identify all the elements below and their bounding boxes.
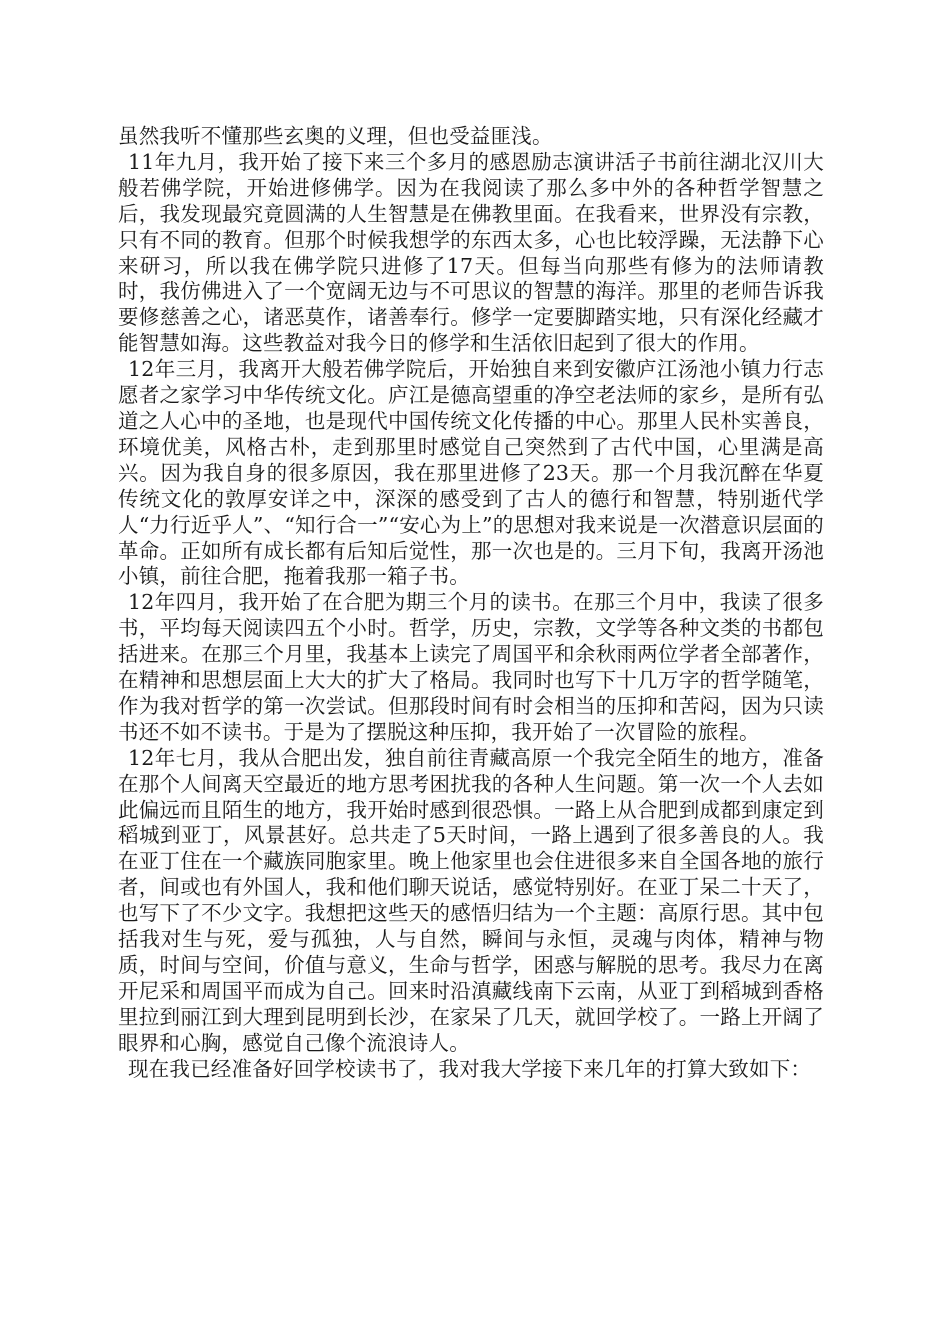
paragraph-5: 12年七月，我从合肥出发，独自前往青藏高原一个我完全陌生的地方，准备在那个人间离天空最近的地方思考困扰我的各种人生问题。第一次一个人去如此偏远而且陌生的地方，我开始时感到很恐惧。一路上从合肥到成都到康定到稻城到亚丁，风景甚好。总共走了5天时间，一路上遇到了很多善良的人。我在亚丁住在一个藏族同胞家里。晚上他家里也会住进很多来自全国各地的旅行者，间或也有外国人，我和他们聊天说话，感觉特别好。在亚丁呆二十天了，也写下了不少文字。我想把这些天的感悟归结为一个主题：高原行思。其中包括我对生与死，爱与孤独，人与自然，瞬间与永恒，灵魂与肉体，精神与物质，时间与空间，价值与意义，生命与哲学，困惑与解脱的思考。我尽力在离开尼采和周国平而成为自己。回来时沿滇藏线南下云南，从亚丁到稻城到香格里拉到丽江到大理到昆明到长沙，在家呆了几天，就回学校了。一路上开阔了眼界和心胸，感觉自己像个流浪诗人。: [118, 745, 824, 1055]
paragraph-4: 12年四月，我开始了在合肥为期三个月的读书。在那三个月中，我读了很多书，平均每天阅读四五个小时。哲学，历史，宗教，文学等各种文类的书都包括进来。在那三个月里，我基本上读完了周国平和余秋雨两位学者全部著作，在精神和思想层面上大大的扩大了格局。我同时也写下十几万字的哲学随笔，作为我对哲学的第一次尝试。但那段时间有时会相当的压抑和苦闷，因为只读书还不如不读书。于是为了摆脱这种压抑，我开始了一次冒险的旅程。: [118, 590, 824, 744]
paragraph-1: 虽然我听不懂那些玄奥的义理，但也受益匪浅。: [118, 124, 553, 148]
paragraph-2: 11年九月，我开始了接下来三个多月的感恩励志演讲活子书前往湖北汉川大般若佛学院，开始进修佛学。因为在我阅读了那么多中外的各种哲学智慧之后，我发现最究竟圆满的人生智慧是在佛教里面。在我看来，世界没有宗教，只有不同的教育。但那个时候我想学的东西太多，心也比较浮躁，无法静下心来研习，所以我在佛学院只进修了17天。但每当向那些有修为的法师请教时，我仿佛进入了一个宽阔无边与不可思议的智慧的海洋。那里的老师告诉我要修慈善之心，诸恶莫作，诸善奉行。修学一定要脚踏实地，只有深化经藏才能智慧如海。这些教益对我今日的修学和生活依旧起到了很大的作用。: [118, 149, 824, 356]
paragraph-6: 现在我已经准备好回学校读书了，我对我大学接下来几年的打算大致如下：: [128, 1056, 812, 1081]
document-body: [118, 124, 824, 1083]
paragraph-3: 12年三月，我离开大般若佛学院后，开始独自来到安徽庐江汤池小镇力行志愿者之家学习中华传统文化。庐江是德高望重的净空老法师的家乡，是所有弘道之人心中的圣地，也是现代中国传统文化传播的中心。那里人民朴实善良，环境优美，风格古朴，走到那里时感觉自己突然到了古代中国，心里满是高兴。因为我自身的很多原因，我在那里进修了23天。那一个月我沉醉在华夏传统文化的敦厚安详之中，深深的感受到了古人的德行和智慧，特别逝代学人“力行近乎人”、“知行合一”“安心为上”的思想对我来说是一次潜意识层面的革命。正如所有成长都有后知后觉性，那一次也是的。三月下旬，我离开汤池小镇，前往合肥，拖着我那一箱子书。: [118, 357, 824, 589]
